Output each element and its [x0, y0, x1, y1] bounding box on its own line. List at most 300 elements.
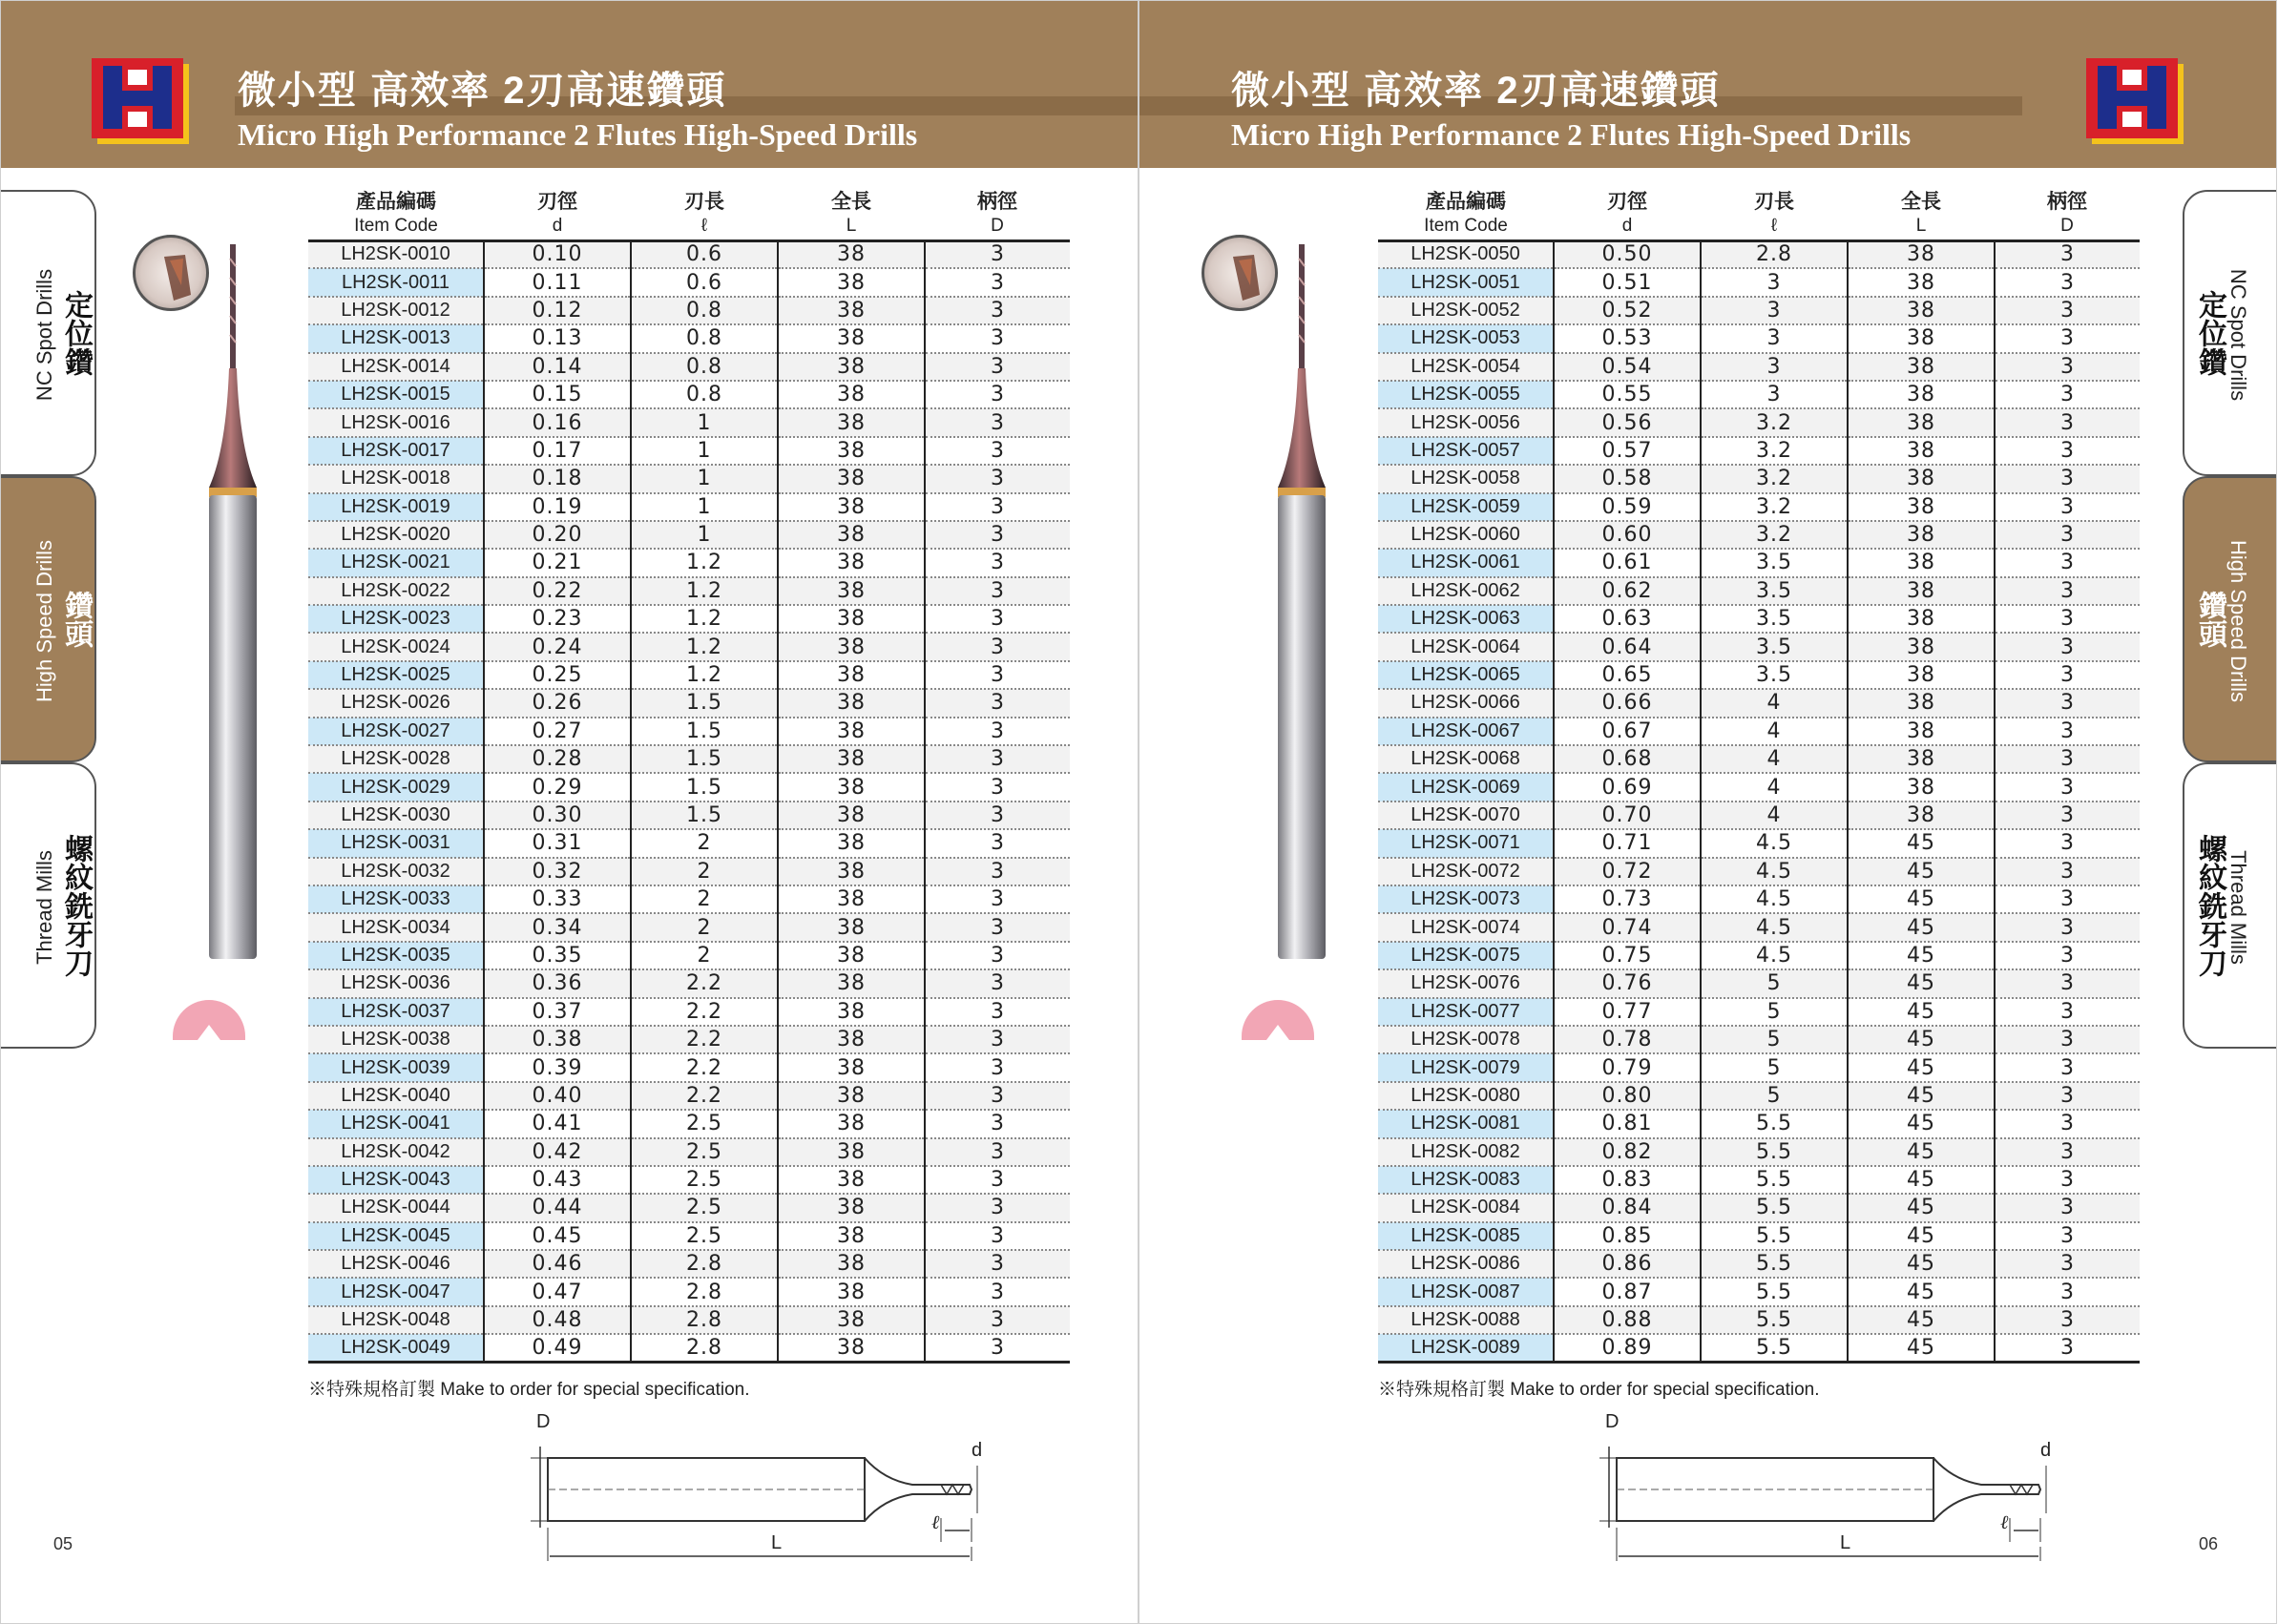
shank-diameter-cell: 3: [1995, 718, 2140, 745]
shank-diameter-cell: 3: [925, 745, 1070, 773]
diameter-cell: 0.51: [1554, 268, 1701, 296]
overall-length-cell: 45: [1848, 1166, 1995, 1194]
item-code-cell: LH2SK-0031: [308, 829, 484, 857]
overall-length-cell: 38: [778, 1166, 925, 1194]
table-row: [308, 240, 1070, 268]
overall-length-cell: 38: [1848, 718, 1995, 745]
shank-diameter-cell: 3: [925, 381, 1070, 408]
shank-diameter-cell: 3: [1995, 297, 2140, 324]
overall-length-cell: 38: [1848, 268, 1995, 296]
overall-length-cell: 45: [1848, 1026, 1995, 1053]
table-header-row: [1378, 187, 2140, 240]
flute-length-cell: 4.5: [1701, 858, 1848, 885]
table-row: [308, 1053, 1070, 1081]
diameter-cell: 0.17: [484, 437, 631, 465]
diameter-cell: 0.64: [1554, 633, 1701, 660]
flute-length-cell: 1: [631, 465, 778, 492]
item-code-cell: LH2SK-0053: [1378, 324, 1554, 352]
item-code-cell: LH2SK-0029: [308, 773, 484, 801]
drill-tip-closeup-icon: [133, 235, 209, 311]
table-row: [308, 381, 1070, 408]
table-row: [1378, 297, 2140, 324]
flute-length-cell: 1.2: [631, 577, 778, 605]
shank-diameter-cell: 3: [1995, 324, 2140, 352]
table-row: [1378, 353, 2140, 381]
overall-length-cell: 38: [778, 1110, 925, 1137]
item-code-cell: LH2SK-0076: [1378, 969, 1554, 997]
flute-length-cell: 2.8: [631, 1306, 778, 1334]
shank-diameter-cell: 3: [1995, 998, 2140, 1026]
diameter-cell: 0.16: [484, 408, 631, 436]
overall-length-cell: 38: [1848, 353, 1995, 381]
table-row: [308, 1306, 1070, 1334]
shank-diameter-cell: 3: [1995, 493, 2140, 521]
overall-length-cell: 45: [1848, 942, 1995, 969]
item-code-cell: LH2SK-0011: [308, 268, 484, 296]
item-code-cell: LH2SK-0043: [308, 1166, 484, 1194]
flute-length-cell: 3.5: [1701, 661, 1848, 689]
diameter-cell: 0.55: [1554, 381, 1701, 408]
shank-diameter-cell: 3: [925, 1306, 1070, 1334]
diameter-cell: 0.59: [1554, 493, 1701, 521]
flute-length-cell: 3: [1701, 324, 1848, 352]
table-row: [308, 773, 1070, 801]
overall-length-cell: 38: [1848, 493, 1995, 521]
tab-label-english: Thread Mills: [32, 850, 56, 965]
diameter-cell: 0.19: [484, 493, 631, 521]
special-order-note: ※特殊規格訂製 Make to order for special specification.: [308, 1380, 750, 1400]
overall-length-cell: 38: [778, 605, 925, 633]
shank-diameter-cell: 3: [1995, 437, 2140, 465]
flute-length-cell: 3.2: [1701, 521, 1848, 549]
item-code-cell: LH2SK-0065: [1378, 661, 1554, 689]
flute-length-cell: 1: [631, 408, 778, 436]
flute-length-cell: 4.5: [1701, 942, 1848, 969]
flute-length-cell: 5.5: [1701, 1306, 1848, 1334]
shank-diameter-cell: 3: [925, 802, 1070, 829]
overall-length-cell: 38: [778, 381, 925, 408]
flute-length-cell: 5.5: [1701, 1250, 1848, 1278]
table-row: [308, 1194, 1070, 1221]
diameter-cell: 0.81: [1554, 1110, 1701, 1137]
overall-length-cell: 45: [1848, 1053, 1995, 1081]
overall-length-cell: 45: [1848, 1334, 1995, 1362]
header-label-english: ℓ: [1770, 215, 1778, 236]
shank-diameter-cell: 3: [925, 268, 1070, 296]
diameter-cell: 0.15: [484, 381, 631, 408]
shank-diameter-cell: 3: [925, 1334, 1070, 1362]
diameter-cell: 0.12: [484, 297, 631, 324]
item-code-cell: LH2SK-0087: [1378, 1278, 1554, 1305]
shank-diameter-cell: 3: [925, 773, 1070, 801]
flute-length-cell: 2.5: [631, 1166, 778, 1194]
shank-diameter-cell: 3: [1995, 521, 2140, 549]
flute-length-cell: 2: [631, 858, 778, 885]
shank-diameter-cell: 3: [925, 408, 1070, 436]
overall-length-cell: 38: [778, 324, 925, 352]
table-row: [308, 745, 1070, 773]
header-label-english: ℓ: [700, 215, 708, 236]
table-row: [1378, 1026, 2140, 1053]
table-row: [308, 913, 1070, 941]
overall-length-cell: 38: [1848, 437, 1995, 465]
item-code-cell: LH2SK-0077: [1378, 998, 1554, 1026]
overall-length-cell: 38: [778, 718, 925, 745]
flute-length-cell: 4.5: [1701, 829, 1848, 857]
item-code-cell: LH2SK-0049: [308, 1334, 484, 1362]
overall-length-cell: 38: [778, 661, 925, 689]
flute-length-cell: 0.8: [631, 297, 778, 324]
diameter-cell: 0.20: [484, 521, 631, 549]
item-code-cell: LH2SK-0055: [1378, 381, 1554, 408]
shank-diameter-cell: 3: [925, 689, 1070, 717]
table-row: [1378, 268, 2140, 296]
shank-diameter-cell: 3: [925, 942, 1070, 969]
item-code-cell: LH2SK-0078: [1378, 1026, 1554, 1053]
overall-length-cell: 38: [778, 942, 925, 969]
item-code-cell: LH2SK-0039: [308, 1053, 484, 1081]
diameter-cell: 0.38: [484, 1026, 631, 1053]
overall-length-cell: 38: [1848, 661, 1995, 689]
overall-length-cell: 38: [1848, 605, 1995, 633]
item-code-cell: LH2SK-0054: [1378, 353, 1554, 381]
item-code-cell: LH2SK-0063: [1378, 605, 1554, 633]
overall-length-cell: 38: [778, 913, 925, 941]
dimension-label-l: ℓ: [931, 1512, 940, 1533]
table-row: [308, 1250, 1070, 1278]
item-code-cell: LH2SK-0035: [308, 942, 484, 969]
item-code-cell: LH2SK-0012: [308, 297, 484, 324]
point-angle-label: 140°: [1254, 1046, 1302, 1072]
table-row: [1378, 969, 2140, 997]
overall-length-cell: 38: [1848, 577, 1995, 605]
header-label-chinese: 刃徑: [537, 189, 577, 213]
header-label-english: Item Code: [1424, 215, 1508, 236]
table-row: [1378, 1250, 2140, 1278]
diameter-cell: 0.57: [1554, 437, 1701, 465]
overall-length-cell: 38: [1848, 633, 1995, 660]
diameter-cell: 0.88: [1554, 1306, 1701, 1334]
overall-length-cell: 45: [1848, 1250, 1995, 1278]
point-angle-icon: [1240, 998, 1316, 1074]
item-code-cell: LH2SK-0062: [1378, 577, 1554, 605]
flute-length-cell: 3.2: [1701, 408, 1848, 436]
col-cutting-diameter: [484, 187, 631, 240]
header-label-english: Item Code: [354, 215, 438, 236]
flute-length-cell: 3: [1701, 297, 1848, 324]
item-code-cell: LH2SK-0048: [308, 1306, 484, 1334]
item-code-cell: LH2SK-0066: [1378, 689, 1554, 717]
tab-nc-spot-drills[interactable]: [0, 190, 96, 476]
overall-length-cell: 38: [778, 745, 925, 773]
item-code-cell: LH2SK-0058: [1378, 465, 1554, 492]
shank-diameter-cell: 3: [1995, 1110, 2140, 1137]
header-label-chinese: 柄徑: [2047, 189, 2087, 213]
shank-diameter-cell: 3: [925, 549, 1070, 576]
shank-diameter-cell: 3: [925, 858, 1070, 885]
table-row: [308, 297, 1070, 324]
overall-length-cell: 38: [1848, 745, 1995, 773]
item-code-cell: LH2SK-0036: [308, 969, 484, 997]
shank-diameter-cell: 3: [925, 1026, 1070, 1053]
item-code-cell: LH2SK-0047: [308, 1278, 484, 1305]
table-row: [1378, 493, 2140, 521]
item-code-cell: LH2SK-0046: [308, 1250, 484, 1278]
table-row: [308, 1334, 1070, 1362]
table-row: [308, 858, 1070, 885]
overall-length-cell: 45: [1848, 1138, 1995, 1166]
overall-length-cell: 38: [778, 885, 925, 913]
shank-diameter-cell: 3: [1995, 942, 2140, 969]
diameter-cell: 0.52: [1554, 297, 1701, 324]
spec-table: [308, 187, 1070, 1364]
shank-diameter-cell: 3: [1995, 661, 2140, 689]
dimension-label-d: d: [2040, 1440, 2052, 1461]
item-code-cell: LH2SK-0044: [308, 1194, 484, 1221]
item-code-cell: LH2SK-0051: [1378, 268, 1554, 296]
diameter-cell: 0.21: [484, 549, 631, 576]
page-number: 05: [53, 1534, 73, 1553]
flute-length-cell: 1.2: [631, 633, 778, 660]
item-code-cell: LH2SK-0019: [308, 493, 484, 521]
shank-diameter-cell: 3: [1995, 1138, 2140, 1166]
table-row: [1378, 913, 2140, 941]
diameter-cell: 0.50: [1554, 240, 1701, 268]
overall-length-cell: 45: [1848, 913, 1995, 941]
overall-length-cell: 38: [1848, 408, 1995, 436]
table-row: [1378, 633, 2140, 660]
overall-length-cell: 38: [1848, 773, 1995, 801]
item-code-cell: LH2SK-0016: [308, 408, 484, 436]
tab-high-speed-drills[interactable]: [0, 476, 96, 762]
catalog-page-right: [1139, 0, 2277, 1624]
overall-length-cell: 45: [1848, 1222, 1995, 1250]
shank-diameter-cell: 3: [1995, 240, 2140, 268]
overall-length-cell: 38: [1848, 324, 1995, 352]
overall-length-cell: 38: [1848, 297, 1995, 324]
flute-length-cell: 1.5: [631, 689, 778, 717]
diameter-cell: 0.70: [1554, 802, 1701, 829]
diameter-cell: 0.86: [1554, 1250, 1701, 1278]
item-code-cell: LH2SK-0026: [308, 689, 484, 717]
shank-diameter-cell: 3: [925, 829, 1070, 857]
diameter-cell: 0.29: [484, 773, 631, 801]
overall-length-cell: 38: [778, 633, 925, 660]
table-row: [1378, 998, 2140, 1026]
diameter-cell: 0.80: [1554, 1082, 1701, 1110]
table-row: [308, 1138, 1070, 1166]
diameter-cell: 0.82: [1554, 1138, 1701, 1166]
item-code-cell: LH2SK-0038: [308, 1026, 484, 1053]
tab-label-chinese: 螺紋銑牙刀: [2194, 834, 2226, 977]
table-row: [308, 718, 1070, 745]
table-row: [1378, 1053, 2140, 1081]
flute-length-cell: 1.5: [631, 802, 778, 829]
diameter-cell: 0.27: [484, 718, 631, 745]
tab-high-speed-drills[interactable]: [2183, 476, 2277, 762]
shank-diameter-cell: 3: [1995, 858, 2140, 885]
diameter-cell: 0.40: [484, 1082, 631, 1110]
table-row: [308, 605, 1070, 633]
diameter-cell: 0.37: [484, 998, 631, 1026]
diameter-cell: 0.67: [1554, 718, 1701, 745]
diameter-cell: 0.76: [1554, 969, 1701, 997]
header-label-chinese: 刃長: [684, 189, 724, 213]
diameter-cell: 0.23: [484, 605, 631, 633]
shank-diameter-cell: 3: [1995, 1250, 2140, 1278]
item-code-cell: LH2SK-0028: [308, 745, 484, 773]
diameter-cell: 0.85: [1554, 1222, 1701, 1250]
table-row: [1378, 240, 2140, 268]
page-number: 06: [2199, 1534, 2219, 1553]
table-row: [308, 829, 1070, 857]
shank-diameter-cell: 3: [1995, 689, 2140, 717]
table-row: [1378, 829, 2140, 857]
header-label-english: d: [1621, 215, 1633, 236]
shank-diameter-cell: 3: [1995, 969, 2140, 997]
table-row: [308, 1110, 1070, 1137]
item-code-cell: LH2SK-0013: [308, 324, 484, 352]
dimension-label-D: D: [536, 1411, 551, 1432]
diameter-cell: 0.30: [484, 802, 631, 829]
table-row: [308, 969, 1070, 997]
overall-length-cell: 38: [1848, 689, 1995, 717]
flute-length-cell: 5.5: [1701, 1334, 1848, 1362]
overall-length-cell: 38: [778, 1334, 925, 1362]
col-overall-length: [1848, 187, 1995, 240]
item-code-cell: LH2SK-0061: [1378, 549, 1554, 576]
overall-length-cell: 45: [1848, 1306, 1995, 1334]
item-code-cell: LH2SK-0057: [1378, 437, 1554, 465]
flute-length-cell: 2.2: [631, 1082, 778, 1110]
shank-diameter-cell: 3: [925, 969, 1070, 997]
tab-label-english: NC Spot Drills: [32, 268, 56, 402]
flute-length-cell: 4: [1701, 718, 1848, 745]
overall-length-cell: 38: [1848, 549, 1995, 576]
tab-nc-spot-drills[interactable]: [2183, 190, 2277, 476]
item-code-cell: LH2SK-0027: [308, 718, 484, 745]
flute-length-cell: 0.6: [631, 240, 778, 268]
diameter-cell: 0.53: [1554, 324, 1701, 352]
flute-length-cell: 1: [631, 437, 778, 465]
table-row: [308, 324, 1070, 352]
flute-length-cell: 2.2: [631, 1026, 778, 1053]
item-code-cell: LH2SK-0056: [1378, 408, 1554, 436]
header-label-chinese: 刃長: [1754, 189, 1794, 213]
shank-diameter-cell: 3: [1995, 1026, 2140, 1053]
table-row: [1378, 1334, 2140, 1362]
overall-length-cell: 38: [1848, 240, 1995, 268]
header-label-chinese: 產品編碼: [1426, 189, 1506, 213]
header-label-chinese: 全長: [831, 189, 871, 213]
shank-diameter-cell: 3: [925, 577, 1070, 605]
item-code-cell: LH2SK-0021: [308, 549, 484, 576]
flute-length-cell: 2.8: [631, 1334, 778, 1362]
header-label-english: D: [991, 215, 1004, 236]
header-label-chinese: 刃徑: [1607, 189, 1647, 213]
item-code-cell: LH2SK-0075: [1378, 942, 1554, 969]
flute-length-cell: 2: [631, 942, 778, 969]
overall-length-cell: 38: [778, 297, 925, 324]
flute-length-cell: 4: [1701, 802, 1848, 829]
overall-length-cell: 38: [778, 1082, 925, 1110]
flute-length-cell: 5: [1701, 1082, 1848, 1110]
table-row: [308, 633, 1070, 660]
page-title-chinese: 微小型 高效率 2刃高速鑽頭: [238, 70, 727, 112]
table-row: [308, 353, 1070, 381]
table-row: [1378, 381, 2140, 408]
flute-length-cell: 4: [1701, 745, 1848, 773]
flute-length-cell: 3: [1701, 353, 1848, 381]
diameter-cell: 0.26: [484, 689, 631, 717]
tab-label-english: High Speed Drills: [2226, 540, 2250, 702]
diameter-cell: 0.35: [484, 942, 631, 969]
overall-length-cell: 45: [1848, 885, 1995, 913]
flute-length-cell: 1.2: [631, 605, 778, 633]
diameter-cell: 0.14: [484, 353, 631, 381]
table-row: [1378, 437, 2140, 465]
flute-length-cell: 3: [1701, 268, 1848, 296]
shank-diameter-cell: 3: [1995, 1334, 2140, 1362]
table-row: [1378, 802, 2140, 829]
shank-diameter-cell: 3: [925, 1053, 1070, 1081]
tab-label-english: NC Spot Drills: [2226, 268, 2250, 402]
item-code-cell: LH2SK-0071: [1378, 829, 1554, 857]
flute-length-cell: 2.2: [631, 969, 778, 997]
dimension-label-D: D: [1605, 1411, 1620, 1432]
overall-length-cell: 38: [778, 353, 925, 381]
overall-length-cell: 38: [778, 689, 925, 717]
tab-label-chinese: 鑽頭: [2194, 591, 2226, 648]
overall-length-cell: 38: [778, 437, 925, 465]
table-row: [1378, 773, 2140, 801]
shank-diameter-cell: 3: [925, 521, 1070, 549]
overall-length-cell: 38: [778, 1250, 925, 1278]
item-code-cell: LH2SK-0070: [1378, 802, 1554, 829]
diameter-cell: 0.65: [1554, 661, 1701, 689]
flute-length-cell: 5: [1701, 969, 1848, 997]
diameter-cell: 0.83: [1554, 1166, 1701, 1194]
item-code-cell: LH2SK-0022: [308, 577, 484, 605]
table-row: [308, 942, 1070, 969]
table-row: [1378, 858, 2140, 885]
item-code-cell: LH2SK-0074: [1378, 913, 1554, 941]
diameter-cell: 0.68: [1554, 745, 1701, 773]
overall-length-cell: 38: [778, 829, 925, 857]
tab-thread-mills[interactable]: [2183, 762, 2277, 1049]
shank-diameter-cell: 3: [1995, 913, 2140, 941]
drill-dimension-diagram: [1590, 1408, 2105, 1571]
col-flute-length: [1701, 187, 1848, 240]
company-logo-icon: [90, 56, 195, 148]
flute-length-cell: 0.8: [631, 381, 778, 408]
header-label-english: d: [552, 215, 563, 236]
shank-diameter-cell: 3: [1995, 745, 2140, 773]
table-row: [1378, 1306, 2140, 1334]
tab-thread-mills[interactable]: [0, 762, 96, 1049]
item-code-cell: LH2SK-0081: [1378, 1110, 1554, 1137]
table-row: [308, 408, 1070, 436]
table-row: [308, 689, 1070, 717]
table-row: [1378, 661, 2140, 689]
overall-length-cell: 38: [778, 998, 925, 1026]
flute-length-cell: 5.5: [1701, 1138, 1848, 1166]
diameter-cell: 0.10: [484, 240, 631, 268]
item-code-cell: LH2SK-0089: [1378, 1334, 1554, 1362]
table-row: [1378, 1110, 2140, 1137]
diameter-cell: 0.73: [1554, 885, 1701, 913]
overall-length-cell: 38: [778, 408, 925, 436]
